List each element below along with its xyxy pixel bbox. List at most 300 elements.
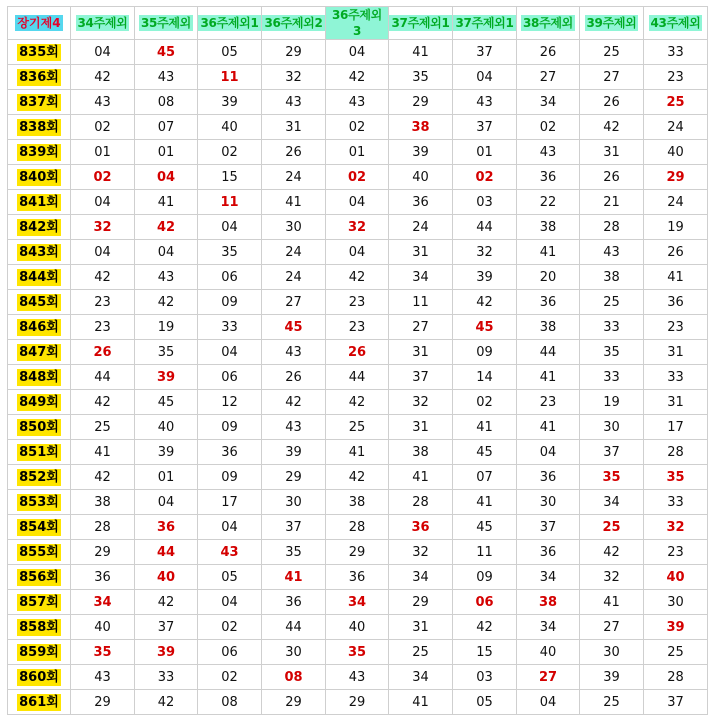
number-value: 39 — [603, 669, 620, 685]
number-cell — [326, 90, 389, 115]
number-value: 35 — [603, 344, 620, 360]
number-value: 26 — [285, 369, 302, 385]
number-cell — [389, 40, 453, 65]
number-value: 38 — [94, 494, 111, 510]
number-cell — [71, 615, 135, 640]
number-value: 42 — [348, 394, 366, 410]
number-value: 42 — [94, 269, 111, 285]
number-cell — [644, 40, 708, 65]
table-row — [8, 490, 708, 515]
number-value: 34 — [412, 269, 429, 285]
round-label: 837회 — [19, 94, 59, 110]
number-cell — [389, 440, 453, 465]
number-value: 44 — [476, 219, 493, 235]
number-cell — [580, 415, 644, 440]
number-value: 20 — [539, 269, 557, 285]
number-cell — [135, 465, 198, 490]
number-value: 41 — [412, 44, 429, 60]
number-cell — [71, 565, 135, 590]
number-cell — [644, 440, 708, 465]
round-cell — [8, 440, 71, 465]
column-header-cell — [71, 7, 135, 40]
number-value: 23 — [348, 294, 366, 310]
number-cell — [644, 140, 708, 165]
number-cell — [453, 615, 517, 640]
number-value: 33 — [667, 44, 684, 60]
number-value: 29 — [348, 544, 366, 560]
number-value: 01 — [94, 144, 111, 160]
number-cell — [517, 65, 580, 90]
round-cell — [8, 465, 71, 490]
number-cell — [326, 165, 389, 190]
number-value: 04 — [539, 444, 557, 460]
number-cell — [580, 315, 644, 340]
number-cell — [198, 515, 262, 540]
round-label: 858회 — [19, 619, 59, 635]
number-cell — [580, 215, 644, 240]
round-cell — [8, 215, 71, 240]
number-value: 09 — [476, 569, 493, 585]
number-cell — [644, 565, 708, 590]
number-cell — [326, 390, 389, 415]
number-cell — [517, 640, 580, 665]
number-cell — [198, 90, 262, 115]
number-cell — [262, 365, 326, 390]
number-cell — [453, 565, 517, 590]
number-value: 25 — [603, 44, 620, 60]
number-value: 43 — [285, 344, 302, 360]
round-label: 846회 — [19, 319, 59, 335]
number-value: 40 — [221, 119, 238, 135]
number-value: 44 — [348, 369, 366, 385]
round-cell — [8, 340, 71, 365]
number-cell — [71, 515, 135, 540]
number-cell — [135, 115, 198, 140]
highlighted-number: 11 — [220, 194, 239, 210]
number-cell — [580, 90, 644, 115]
number-value: 24 — [667, 119, 684, 135]
number-cell — [326, 265, 389, 290]
number-cell — [389, 115, 453, 140]
number-value: 41 — [348, 444, 366, 460]
number-cell — [262, 465, 326, 490]
number-value: 31 — [603, 144, 620, 160]
number-cell — [135, 390, 198, 415]
number-value: 33 — [157, 669, 175, 685]
highlighted-number: 41 — [284, 569, 303, 585]
highlighted-number: 34 — [93, 594, 112, 610]
highlighted-number: 35 — [666, 469, 685, 485]
number-value: 01 — [157, 144, 175, 160]
number-value: 09 — [476, 344, 493, 360]
number-value: 01 — [348, 144, 366, 160]
number-cell — [644, 340, 708, 365]
column-header-cell — [517, 7, 580, 40]
number-value: 32 — [412, 544, 429, 560]
round-label: 838회 — [19, 119, 59, 135]
number-cell — [198, 40, 262, 65]
number-value: 41 — [157, 194, 175, 210]
number-cell — [389, 140, 453, 165]
column-header-label: 43주제외 — [650, 16, 701, 30]
number-value: 42 — [285, 394, 302, 410]
number-cell — [644, 365, 708, 390]
number-cell — [198, 290, 262, 315]
number-cell — [135, 365, 198, 390]
number-cell — [517, 590, 580, 615]
number-cell — [71, 290, 135, 315]
number-value: 43 — [157, 269, 175, 285]
round-cell — [8, 540, 71, 565]
number-value: 04 — [221, 594, 238, 610]
number-value: 37 — [667, 694, 684, 710]
number-value: 40 — [412, 169, 429, 185]
number-cell — [135, 240, 198, 265]
number-cell — [71, 640, 135, 665]
number-value: 45 — [476, 519, 493, 535]
number-cell — [389, 165, 453, 190]
number-value: 28 — [412, 494, 429, 510]
number-cell — [135, 215, 198, 240]
number-cell — [198, 415, 262, 440]
number-value: 41 — [667, 269, 684, 285]
number-value: 02 — [476, 394, 493, 410]
number-cell — [580, 640, 644, 665]
number-value: 38 — [539, 219, 557, 235]
number-value: 28 — [348, 519, 366, 535]
number-cell — [135, 690, 198, 715]
number-cell — [580, 390, 644, 415]
number-cell — [135, 415, 198, 440]
number-cell — [580, 340, 644, 365]
number-value: 42 — [94, 469, 111, 485]
number-cell — [517, 315, 580, 340]
column-header-label: 39주제외 — [586, 16, 637, 30]
number-value: 45 — [476, 444, 493, 460]
number-cell — [262, 440, 326, 465]
number-value: 09 — [221, 419, 238, 435]
number-cell — [580, 540, 644, 565]
highlighted-number: 40 — [666, 569, 685, 585]
highlighted-number: 36 — [411, 519, 430, 535]
number-value: 07 — [157, 119, 175, 135]
number-cell — [326, 490, 389, 515]
number-value: 37 — [412, 369, 429, 385]
header-row — [8, 7, 708, 40]
number-value: 19 — [667, 219, 684, 235]
round-label: 839회 — [19, 144, 59, 160]
number-value: 37 — [539, 519, 557, 535]
number-cell — [389, 65, 453, 90]
number-cell — [326, 540, 389, 565]
number-cell — [580, 440, 644, 465]
number-cell — [389, 565, 453, 590]
number-cell — [580, 365, 644, 390]
number-cell — [71, 665, 135, 690]
number-cell — [326, 515, 389, 540]
highlighted-number: 44 — [156, 544, 176, 560]
number-value: 02 — [221, 144, 238, 160]
number-cell — [453, 215, 517, 240]
number-cell — [71, 40, 135, 65]
number-value: 32 — [285, 69, 302, 85]
number-value: 30 — [667, 594, 684, 610]
number-cell — [262, 165, 326, 190]
number-cell — [453, 190, 517, 215]
highlighted-number: 39 — [156, 644, 176, 660]
highlighted-number: 35 — [602, 469, 621, 485]
highlighted-number: 35 — [347, 644, 367, 660]
number-value: 36 — [94, 569, 111, 585]
number-cell — [453, 140, 517, 165]
number-cell — [71, 215, 135, 240]
number-value: 43 — [603, 244, 620, 260]
number-value: 29 — [94, 694, 111, 710]
highlighted-number: 02 — [475, 169, 494, 185]
table-row — [8, 565, 708, 590]
number-cell — [389, 315, 453, 340]
number-cell — [135, 640, 198, 665]
number-value: 04 — [539, 694, 557, 710]
number-cell — [135, 290, 198, 315]
number-value: 31 — [667, 394, 684, 410]
number-value: 05 — [221, 569, 238, 585]
number-value: 42 — [603, 544, 620, 560]
number-cell — [580, 615, 644, 640]
number-cell — [198, 365, 262, 390]
table-row — [8, 215, 708, 240]
number-value: 25 — [603, 694, 620, 710]
corner-header-cell — [8, 7, 71, 40]
number-value: 04 — [94, 44, 111, 60]
number-value: 30 — [603, 419, 620, 435]
number-cell — [517, 465, 580, 490]
highlighted-number: 32 — [347, 219, 367, 235]
number-cell — [517, 390, 580, 415]
number-cell — [326, 690, 389, 715]
table-body — [8, 7, 708, 715]
number-cell — [262, 390, 326, 415]
number-cell — [198, 390, 262, 415]
lotto-table-container — [7, 6, 708, 715]
number-value: 03 — [476, 194, 493, 210]
number-cell — [198, 540, 262, 565]
highlighted-number: 45 — [284, 319, 303, 335]
highlighted-number: 32 — [666, 519, 685, 535]
round-cell — [8, 615, 71, 640]
number-cell — [326, 615, 389, 640]
number-value: 28 — [94, 519, 111, 535]
number-cell — [517, 515, 580, 540]
number-cell — [644, 265, 708, 290]
number-value: 33 — [667, 369, 684, 385]
highlighted-number: 43 — [220, 544, 239, 560]
number-value: 33 — [221, 319, 238, 335]
number-cell — [517, 90, 580, 115]
number-cell — [71, 490, 135, 515]
number-value: 41 — [412, 469, 429, 485]
number-value: 23 — [667, 69, 684, 85]
number-cell — [262, 640, 326, 665]
number-cell — [580, 565, 644, 590]
number-cell — [644, 290, 708, 315]
table-row — [8, 440, 708, 465]
number-cell — [262, 265, 326, 290]
number-cell — [644, 515, 708, 540]
number-cell — [389, 415, 453, 440]
number-cell — [326, 40, 389, 65]
number-cell — [135, 590, 198, 615]
highlighted-number: 42 — [156, 219, 176, 235]
column-header-cell — [135, 7, 198, 40]
number-cell — [71, 465, 135, 490]
number-value: 09 — [221, 294, 238, 310]
number-value: 45 — [157, 394, 175, 410]
table-row — [8, 365, 708, 390]
number-value: 28 — [667, 444, 684, 460]
number-cell — [71, 540, 135, 565]
number-value: 34 — [603, 494, 620, 510]
number-value: 41 — [603, 594, 620, 610]
table-row — [8, 115, 708, 140]
round-cell — [8, 290, 71, 315]
number-value: 43 — [94, 94, 111, 110]
number-value: 21 — [603, 194, 620, 210]
number-value: 38 — [412, 444, 429, 460]
number-cell — [71, 140, 135, 165]
number-value: 42 — [603, 119, 620, 135]
column-header-cell — [389, 7, 453, 40]
number-cell — [71, 65, 135, 90]
round-cell — [8, 590, 71, 615]
round-cell — [8, 140, 71, 165]
number-value: 43 — [94, 669, 111, 685]
number-cell — [198, 640, 262, 665]
number-cell — [262, 690, 326, 715]
number-cell — [71, 240, 135, 265]
number-cell — [453, 490, 517, 515]
number-cell — [326, 465, 389, 490]
highlighted-number: 36 — [156, 519, 176, 535]
column-header-label: 37주제외1 — [455, 16, 514, 30]
number-cell — [580, 140, 644, 165]
number-value: 32 — [603, 569, 620, 585]
number-cell — [644, 115, 708, 140]
number-cell — [517, 290, 580, 315]
number-cell — [389, 590, 453, 615]
number-value: 37 — [157, 619, 175, 635]
round-label: 860회 — [19, 669, 59, 685]
number-cell — [453, 40, 517, 65]
number-value: 36 — [539, 294, 557, 310]
number-value: 34 — [539, 619, 557, 635]
number-cell — [517, 115, 580, 140]
number-cell — [389, 490, 453, 515]
number-value: 29 — [285, 469, 302, 485]
number-cell — [262, 565, 326, 590]
number-cell — [135, 515, 198, 540]
table-row — [8, 415, 708, 440]
number-cell — [326, 140, 389, 165]
number-cell — [389, 90, 453, 115]
table-row — [8, 340, 708, 365]
number-value: 17 — [667, 419, 684, 435]
number-cell — [135, 190, 198, 215]
number-value: 43 — [285, 419, 302, 435]
number-cell — [326, 590, 389, 615]
number-value: 38 — [539, 319, 557, 335]
round-cell — [8, 690, 71, 715]
number-value: 04 — [157, 494, 175, 510]
number-value: 24 — [667, 194, 684, 210]
round-cell — [8, 190, 71, 215]
number-value: 23 — [348, 319, 366, 335]
number-cell — [453, 590, 517, 615]
number-value: 06 — [221, 644, 238, 660]
number-cell — [198, 165, 262, 190]
table-row — [8, 40, 708, 65]
number-cell — [71, 90, 135, 115]
number-value: 24 — [285, 169, 302, 185]
number-cell — [135, 140, 198, 165]
round-label: 856회 — [19, 569, 59, 585]
number-value: 30 — [539, 494, 557, 510]
column-header-label: 35주제외 — [141, 16, 191, 30]
number-value: 25 — [348, 419, 366, 435]
number-cell — [644, 240, 708, 265]
number-value: 17 — [221, 494, 238, 510]
number-value: 07 — [476, 469, 493, 485]
table-row — [8, 540, 708, 565]
number-value: 04 — [221, 219, 238, 235]
number-value: 29 — [285, 694, 302, 710]
number-value: 23 — [667, 319, 684, 335]
number-cell — [517, 490, 580, 515]
number-cell — [71, 590, 135, 615]
number-value: 28 — [667, 669, 684, 685]
number-cell — [135, 340, 198, 365]
number-cell — [135, 90, 198, 115]
number-cell — [389, 640, 453, 665]
number-cell — [198, 215, 262, 240]
number-cell — [262, 190, 326, 215]
round-cell — [8, 490, 71, 515]
column-header-cell — [326, 7, 389, 40]
round-cell — [8, 565, 71, 590]
table-row — [8, 590, 708, 615]
round-cell — [8, 115, 71, 140]
highlighted-number: 29 — [666, 169, 685, 185]
round-cell — [8, 165, 71, 190]
number-cell — [389, 340, 453, 365]
round-label: 857회 — [19, 594, 59, 610]
number-cell — [198, 615, 262, 640]
highlighted-number: 35 — [93, 644, 112, 660]
column-header-cell — [262, 7, 326, 40]
column-header-label: 36주제외3 — [326, 7, 388, 39]
table-row — [8, 615, 708, 640]
round-label: 848회 — [19, 369, 59, 385]
number-value: 42 — [348, 69, 366, 85]
number-value: 04 — [476, 69, 493, 85]
number-cell — [262, 140, 326, 165]
number-value: 40 — [539, 644, 557, 660]
number-cell — [580, 190, 644, 215]
number-cell — [517, 415, 580, 440]
number-cell — [71, 440, 135, 465]
round-cell — [8, 665, 71, 690]
highlighted-number: 45 — [475, 319, 494, 335]
